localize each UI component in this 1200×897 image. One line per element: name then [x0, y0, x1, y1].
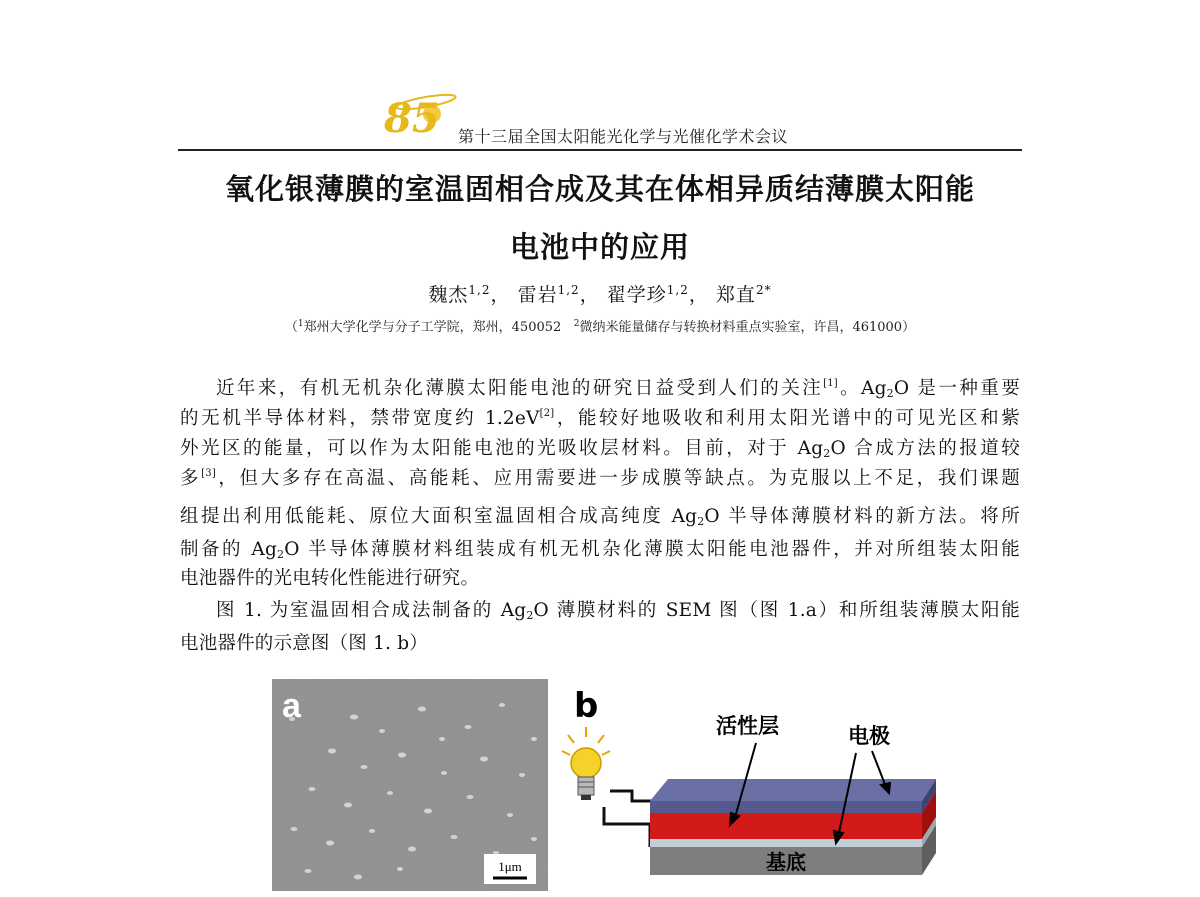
conference-logo: [380, 86, 458, 142]
paper-title-line-1: 氧化银薄膜的室温固相合成及其在体相异质结薄膜太阳能: [224, 172, 975, 206]
affiliation-bracket: （: [284, 320, 298, 335]
affiliation-1: 郑州大学化学与分子工学院，郑州，450052: [303, 320, 562, 335]
light-bulb-icon: [562, 727, 610, 800]
author-name: 翟学珍: [606, 284, 667, 306]
device-schematic: [560, 679, 940, 891]
author-separator: ，: [579, 284, 600, 306]
affiliation-mark-2: 2: [573, 319, 580, 329]
logo-number: 85: [384, 95, 440, 142]
citation: [2]: [539, 408, 555, 419]
body-line: 外光区的能量，可以作为太阳能电池的光吸收层材料。目前，对于 $Ag_2O$ 合成方法的报道较: [180, 438, 1020, 460]
active-layer-label: 活性层: [716, 714, 779, 738]
circuit-wire: [610, 791, 652, 801]
top-electrode: [650, 801, 922, 813]
body-line: 图 1. 为室温固相合成法制备的 $Ag_2O$ 薄膜材料的 SEM 图（图 1.a）和所组装薄膜太阳能: [216, 600, 1021, 622]
circuit-wire: [604, 807, 650, 847]
author-name: 魏杰: [428, 284, 469, 306]
author-affiliation-mark: 1,2: [468, 283, 491, 297]
author-name: 雷岩: [517, 284, 558, 306]
scale-bar-label: 1μm: [498, 859, 522, 874]
affiliations: [178, 316, 1022, 335]
bottom-electrode: [650, 839, 922, 847]
paper-title-line-2: 电池中的应用: [509, 230, 690, 264]
author-name: 郑直: [715, 284, 756, 306]
body-line: 电池器件的光电转化性能进行研究。: [180, 568, 480, 589]
affiliation-mark-1: 1: [297, 319, 304, 329]
citation: [1]: [823, 378, 838, 389]
affiliation-2: 微纳米能量储存与转换材料重点实验室，许昌，461000）: [579, 320, 916, 335]
active-layer: [650, 813, 922, 839]
sem-image: [272, 679, 548, 891]
author-affiliation-mark: 1,2: [666, 283, 689, 297]
author-affiliation-mark: 1,2: [557, 283, 580, 297]
citation: [3]: [201, 468, 216, 479]
author-separator: ，: [490, 284, 511, 306]
body-line: 制备的 $Ag_2O$ 半导体薄膜材料组装成有机无机杂化薄膜太阳能电池器件，并对所组装太阳能: [180, 539, 1020, 561]
top-electrode-top: [650, 779, 936, 801]
body-line: 电池器件的示意图（图 1. b）: [180, 633, 428, 654]
figure-b-label: b: [574, 686, 599, 726]
author-list: [178, 280, 1022, 307]
author-separator: ，: [688, 284, 709, 306]
conference-name: 第十三届全国太阳能光化学与光催化学术会议: [458, 127, 789, 146]
body-line: 近年来，有机无机杂化薄膜太阳能电池的研究日益受到人们的关注[1]。$Ag_2O$ 是一种重要: [216, 378, 1020, 400]
body-line: 的无机半导体材料，禁带宽度约 1.2eV[2]，能较好地吸收和利用太阳光谱中的可见光区和紫: [180, 408, 1020, 429]
author-affiliation-mark: 2*: [755, 283, 772, 297]
body-line: 多[3]，但大多存在高温、高能耗、应用需要进一步成膜等缺点。为克服以上不足，我们课题: [180, 468, 1021, 489]
figure-a-label: a: [282, 687, 301, 725]
substrate-label: 基底: [766, 850, 806, 874]
electrode-label: 电极: [848, 724, 890, 748]
header-divider: [178, 149, 1022, 151]
body-line: 组提出利用低能耗、原位大面积室温固相合成高纯度 $Ag_2O$ 半导体薄膜材料的新方法。将所: [180, 506, 1020, 528]
